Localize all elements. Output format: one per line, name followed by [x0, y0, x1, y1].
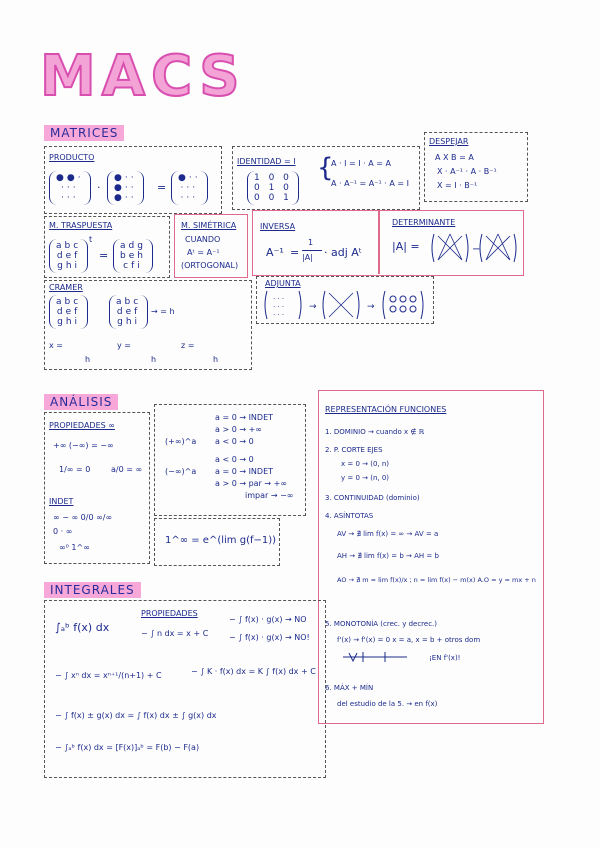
determinante-lhs: |A| = [392, 240, 420, 253]
representacion-item: 3. CONTINUIDAD (dominio) [325, 494, 420, 502]
svg-text:· · ·: · · · [273, 295, 285, 303]
propiedades-line3: a/0 = ∞ [111, 465, 143, 474]
simetrica-label: M. SIMÉTRICA [181, 221, 237, 230]
limit-case-a2-2: a > 0 → par → +∞ [215, 479, 287, 488]
section-heading-integrales: INTEGRALES [44, 582, 141, 598]
adjunta-box [256, 276, 434, 324]
integral-p5: − ∫ K · f(x) dx = K ∫ f(x) dx + C [191, 667, 316, 676]
cramer-y: y = [117, 341, 131, 350]
despejar-label: DESPEJAR [429, 137, 469, 146]
propiedades-box [44, 412, 150, 564]
propiedades-line2: 1/∞ = 0 [59, 465, 91, 474]
representacion-item: y = 0 → (n, 0) [341, 474, 390, 482]
representacion-box [318, 390, 544, 724]
simetrica-line3: (ORTOGONAL) [181, 261, 239, 270]
identidad-eq2: A · A⁻¹ = A⁻¹ · A = I [331, 179, 409, 188]
despejar-eq1: A X B = A [435, 153, 474, 162]
integral-p4: − ∫ xⁿ dx = xⁿ⁺¹/(n+1) + C [55, 671, 162, 680]
despejar-eq3: X = I · B⁻¹ [437, 181, 478, 190]
representacion-item: AO → ∄ m = lim f(x)/x ; n = lim f(x) − m(x) A.O = y = mx + n [337, 576, 536, 584]
traspuesta-label: M. TRASPUESTA [49, 221, 113, 230]
producto-label: PRODUCTO [49, 153, 95, 162]
limit-plus-inf: (+∞)^a [165, 437, 197, 446]
indet-label: INDET [49, 497, 74, 506]
integrales-box [44, 600, 326, 778]
matrix-result: ●·· ··· ··· [171, 171, 208, 205]
limit-case-a1-1: a > 0 → +∞ [215, 425, 262, 434]
cramer-den-x: h [85, 355, 91, 364]
section-heading-analisis: ANÁLISIS [44, 394, 118, 410]
integral-p7: − ∫ₐᵇ f(x) dx = [F(x)]ₐᵇ = F(b) − F(a) [55, 743, 200, 752]
limit-case-a2-3: impar → −∞ [245, 491, 294, 500]
representacion-item: 6. MÁX + MÍN [325, 684, 374, 692]
section-heading-matrices: MATRICES [44, 125, 124, 141]
representacion-item: del estudio de la 5. → en f(x) [337, 700, 438, 708]
integral-base: ∫ₐᵇ f(x) dx [55, 621, 110, 634]
svg-text:· · ·: · · · [273, 311, 285, 319]
matrix-a: ●●· ··· ··· [49, 171, 91, 205]
adjunta-label: ADJUNTA [265, 279, 301, 288]
producto-box: PRODUCTO ●●· ··· ··· · ●·· ●·· ●·· = ●·· ··· ··· [44, 146, 222, 214]
inversa-lhs: A⁻¹ [266, 246, 284, 259]
identidad-eq1: A · I = I · A = A [331, 159, 391, 168]
cramer-den-y: h [151, 355, 157, 364]
determinante-sarrus-diagram [430, 230, 518, 266]
identidad-label: IDENTIDAD = I [237, 157, 296, 166]
limit-case-a2-0: a < 0 → 0 [215, 455, 254, 464]
representacion-item: AV → ∄ lim f(x) = ∞ → AV = a [337, 530, 439, 538]
page-title: MACS [40, 44, 246, 109]
svg-text:−: − [472, 244, 481, 255]
e-rule: 1^∞ = e^(lim g(f−1)) [165, 535, 277, 546]
cramer-x: x = [49, 341, 63, 350]
limit-case-a1-0: a = 0 → INDET [215, 413, 274, 422]
cramer-arrow: → = h [151, 307, 175, 316]
traspuesta-exp: t [89, 235, 93, 244]
cramer-den-z: h [213, 355, 219, 364]
svg-text:→: → [367, 302, 375, 312]
representacion-item: x = 0 → (0, n) [341, 460, 390, 468]
representacion-item: 5. MONOTONÍA (crec. y decrec.) [325, 620, 438, 628]
despejar-box [424, 132, 528, 202]
integral-p1: − ∫ n dx = x + C [141, 629, 209, 638]
traspuesta-box: M. TRASPUESTA abc def ghi t = adg beh cfi [44, 216, 170, 278]
inversa-num: 1 [308, 238, 314, 247]
representacion-item: AH → ∄ lim f(x) = b → AH = b [337, 552, 439, 560]
propiedades-line1: +∞ (−∞) = −∞ [53, 441, 114, 450]
representacion-item: 2. P. CORTE EJES [325, 446, 383, 454]
cramer-box: CRAMER abc def ghi abc def ghi → = h x = y = z = h h h [44, 280, 252, 370]
integral-prop-label: PROPIEDADES [141, 609, 198, 618]
limit-case-a1-2: a < 0 → 0 [215, 437, 254, 446]
inversa-den: |A| [302, 253, 313, 262]
indet-line3: ∞⁰ 1^∞ [59, 543, 90, 552]
representacion-item: f'(x) → f'(x) = 0 x = a, x = b + otros dom [337, 636, 481, 644]
simetrica-line1: CUANDO [185, 235, 221, 244]
cramer-z: z = [181, 341, 195, 350]
simetrica-line2: Aᵗ = A⁻¹ [187, 248, 220, 257]
monotonia-number-line [341, 649, 411, 667]
indet-line1: ∞ − ∞ 0/0 ∞/∞ [53, 513, 113, 522]
propiedades-label: PROPIEDADES ∞ [49, 421, 115, 430]
e-rule-box [154, 518, 280, 566]
limit-minus-inf: (−∞)^a [165, 467, 197, 476]
representacion-item: 4. ASÍNTOTAS [325, 512, 374, 520]
representacion-item: 1. DOMINIO → cuando x ∉ ℝ [325, 428, 425, 436]
integral-p3: − ∫ f(x) · g(x) → NO! [229, 633, 310, 642]
despejar-eq2: X · A⁻¹ · A · B⁻¹ [437, 167, 497, 176]
representacion-item: ¡EN f'(x)! [429, 654, 461, 662]
inversa-label: INVERSA [260, 222, 296, 231]
determinante-label: DETERMINANTE [392, 218, 456, 227]
traspuesta-equals: = [99, 249, 109, 262]
integral-p2: − ∫ f(x) · g(x) → NO [229, 615, 307, 624]
limites-box [154, 404, 306, 516]
svg-text:· · ·: · · · [273, 303, 285, 311]
indet-line2: 0 · ∞ [53, 527, 73, 536]
divider [378, 210, 380, 274]
simetrica-box [174, 214, 248, 278]
cramer-label: CRAMER [49, 283, 83, 292]
identidad-box: IDENTIDAD = I 1 0 0 0 1 0 0 0 1 { A · I = I · A = A A · A⁻¹ = A⁻¹ · A = I [232, 146, 420, 210]
svg-text:→: → [309, 302, 317, 312]
producto-equals: = [157, 181, 167, 194]
inversa-rhs: · adj Aᵗ [324, 246, 363, 259]
representacion-label: REPRESENTACIÓN FUNCIONES [325, 405, 447, 414]
identity-matrix: 1 0 0 0 1 0 0 0 1 [247, 171, 299, 205]
limit-case-a2-1: a = 0 → INDET [215, 467, 274, 476]
matrix-b: ●·· ●·· ●·· [107, 171, 144, 205]
integral-p6: − ∫ f(x) ± g(x) dx = ∫ f(x) dx ± ∫ g(x) dx [55, 711, 217, 720]
adjunta-diagram [263, 289, 427, 321]
